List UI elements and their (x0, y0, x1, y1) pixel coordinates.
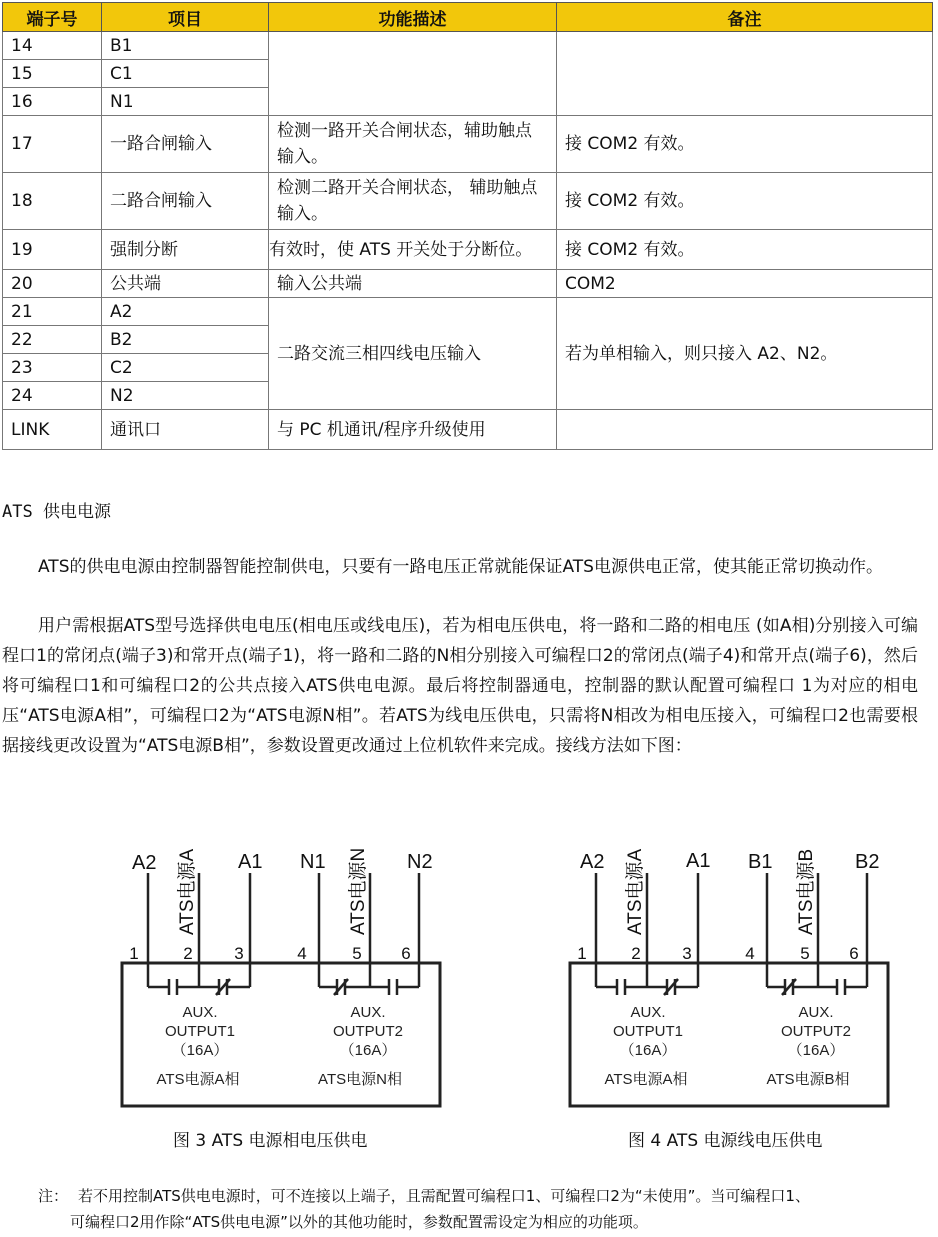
terminal-desc: 检测二路开关合闸状态， 辅助触点输入。 (269, 173, 557, 230)
block1-line2: OUTPUT1 (612, 1023, 684, 1040)
terminal-no: 24 (3, 382, 102, 410)
terminal-no: 22 (3, 326, 102, 354)
terminal-note: COM2 (557, 270, 933, 298)
pin-5: 5 (800, 944, 810, 963)
label-a1: A1 (238, 851, 263, 873)
pin-4: 4 (745, 944, 755, 963)
pin-5: 5 (352, 944, 362, 963)
terminal-no: LINK (3, 410, 102, 450)
terminal-no: 17 (3, 116, 102, 173)
pin-1: 1 (577, 944, 587, 963)
terminal-item: B1 (102, 32, 269, 60)
label-a2: A2 (580, 851, 605, 873)
terminal-item: 通讯口 (102, 410, 269, 450)
table-header-row (3, 3, 933, 32)
terminal-item: 公共端 (102, 270, 269, 298)
label-b2: B2 (855, 851, 880, 873)
terminal-table (2, 2, 933, 450)
terminal-note: 接 COM2 有效。 (557, 173, 933, 230)
block1-line3: （16A） (619, 1042, 677, 1059)
terminal-no: 19 (3, 230, 102, 270)
terminal-desc: 有效时，使 ATS 开关处于分断位。 (269, 230, 557, 270)
label-a2: A2 (132, 852, 157, 874)
terminal-note: 接 COM2 有效。 (557, 116, 933, 173)
terminal-no: 15 (3, 60, 102, 88)
label-ats-source-a: ATS电源A (177, 848, 198, 935)
header-item: 项目 (102, 3, 269, 32)
block2-line4: ATS电源N相 (318, 1071, 402, 1088)
figure-caption-4: 图 4 ATS 电源线电压供电 (628, 1131, 823, 1151)
terminal-no: 14 (3, 32, 102, 60)
block2-line3: （16A） (339, 1042, 397, 1059)
pin-2: 2 (631, 944, 641, 963)
note-line-1: 若不用控制ATS供电电源时，可不连接以上端子，且需配置可编程口1、可编程口2为“未使用”。当可编程口1、 (78, 1187, 810, 1205)
wiring-diagram-left (110, 835, 450, 1115)
terminal-no: 21 (3, 298, 102, 326)
pin-2: 2 (183, 944, 193, 963)
table-row (3, 116, 933, 173)
terminal-item: C2 (102, 354, 269, 382)
table-row (3, 298, 933, 326)
pin-4: 4 (297, 944, 307, 963)
pin-1: 1 (129, 944, 139, 963)
block2-line2: OUTPUT2 (332, 1023, 404, 1040)
label-n2: N2 (407, 851, 433, 873)
table-row (3, 270, 933, 298)
table-row (3, 173, 933, 230)
terminal-no: 23 (3, 354, 102, 382)
wiring-diagram-right (558, 835, 898, 1115)
terminal-item: 强制分断 (102, 230, 269, 270)
terminal-desc: 检测一路开关合闸状态，辅助触点输入。 (269, 116, 557, 173)
label-ats-source-b: ATS电源B (796, 848, 817, 935)
block2-line1: AUX. (350, 1004, 386, 1021)
block2-line4: ATS电源B相 (766, 1071, 850, 1088)
pin-6: 6 (401, 944, 411, 963)
pin-6: 6 (849, 944, 859, 963)
note-label: 注： (38, 1187, 69, 1205)
terminal-item: 一路合闸输入 (102, 116, 269, 173)
label-b1: B1 (748, 851, 773, 873)
label-ats-source-n: ATS电源N (348, 847, 369, 935)
terminal-note-merged: 若为单相输入，则只接入 A2、N2。 (557, 298, 933, 410)
block1-line4: ATS电源A相 (156, 1071, 240, 1088)
header-function: 功能描述 (269, 3, 557, 32)
terminal-no: 20 (3, 270, 102, 298)
terminal-no: 18 (3, 173, 102, 230)
terminal-item: 二路合闸输入 (102, 173, 269, 230)
paragraph-2: 用户需根据ATS型号选择供电电压(相电压或线电压)，若为相电压供电，将一路和二路的相电压 (如A相)分别接入可编程口1的常闭点(端子3)和常开点(端子1)，将一路和二路的N相分别接入可编程口2的常闭点(端子4)和常开点(端子6)，然后将可编程口1和可编程口2的公共点接入ATS供电电源。最后将控制器通电，控制器的默认配置可编程口 1为对应的相电压“ATS电源A相”，可编程口2为“ATS电源N相”。若ATS为线电压供电，只需将N相改为相电压接入，可编程口2也需要根据接线更改设置为“ATS电源B相”，参数设置更改通过上位机软件来完成。接线方法如下图： (2, 616, 918, 756)
pin-3: 3 (682, 944, 692, 963)
paragraph-1: ATS的供电电源由控制器智能控制供电，只要有一路电压正常就能保证ATS电源供电正常，使其能正常切换动作。 (38, 557, 883, 577)
block1-line4: ATS电源A相 (604, 1071, 688, 1088)
terminal-item: C1 (102, 60, 269, 88)
label-ats-source-a: ATS电源A (625, 848, 646, 935)
pin-3: 3 (234, 944, 244, 963)
terminal-no: 16 (3, 88, 102, 116)
figure-caption-3: 图 3 ATS 电源相电压供电 (173, 1131, 368, 1151)
terminal-desc-merged: 二路交流三相四线电压输入 (269, 298, 557, 410)
block2-line1: AUX. (798, 1004, 834, 1021)
block2-line3: （16A） (787, 1042, 845, 1059)
block1-line1: AUX. (630, 1004, 666, 1021)
note-line-2: 可编程口2用作除“ATS供电电源”以外的其他功能时，参数配置需设定为相应的功能项。 (70, 1213, 648, 1231)
label-a1: A1 (686, 850, 711, 872)
section-title: ATS 供电电源 (2, 502, 111, 522)
terminal-desc-empty (269, 32, 557, 116)
header-terminal-no: 端子号 (3, 3, 102, 32)
terminal-note-empty (557, 32, 933, 116)
terminal-note (557, 410, 933, 450)
table-row (3, 32, 933, 60)
block2-line2: OUTPUT2 (780, 1023, 852, 1040)
table-row (3, 230, 933, 270)
block1-line3: （16A） (171, 1042, 229, 1059)
terminal-item: B2 (102, 326, 269, 354)
block1-line2: OUTPUT1 (164, 1023, 236, 1040)
terminal-item: A2 (102, 298, 269, 326)
terminal-desc: 输入公共端 (269, 270, 557, 298)
terminal-item: N2 (102, 382, 269, 410)
header-remark: 备注 (557, 3, 933, 32)
terminal-item: N1 (102, 88, 269, 116)
label-n1: N1 (300, 851, 326, 873)
table-row (3, 410, 933, 450)
block1-line1: AUX. (182, 1004, 218, 1021)
terminal-note: 接 COM2 有效。 (557, 230, 933, 270)
terminal-desc: 与 PC 机通讯/程序升级使用 (269, 410, 557, 450)
